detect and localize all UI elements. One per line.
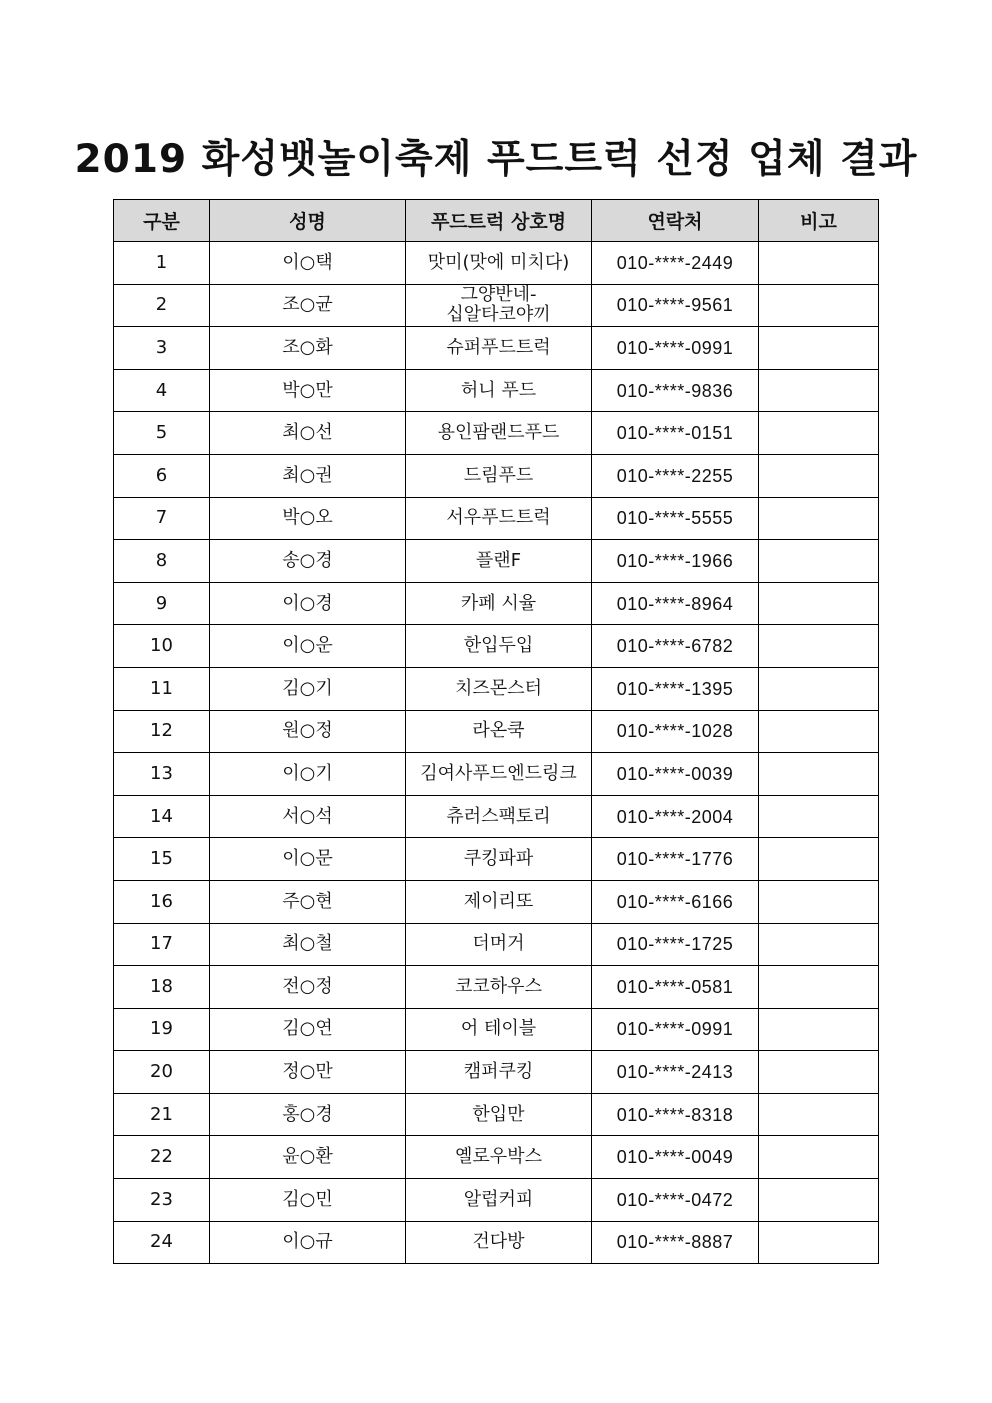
cell-contact: 010-****-1395 (592, 667, 759, 710)
cell-note (759, 540, 879, 583)
cell-name: 조○화 (210, 327, 406, 370)
header-note: 비고 (759, 200, 879, 242)
cell-name: 홍○경 (210, 1093, 406, 1136)
cell-name: 최○선 (210, 412, 406, 455)
cell-number: 7 (114, 497, 210, 540)
header-shop-name: 푸드트럭 상호명 (406, 200, 592, 242)
cell-name: 전○정 (210, 966, 406, 1009)
cell-number: 14 (114, 795, 210, 838)
cell-number: 18 (114, 966, 210, 1009)
cell-shop-name: 김여사푸드엔드링크 (406, 753, 592, 796)
cell-note (759, 1179, 879, 1222)
cell-note (759, 454, 879, 497)
table-row (114, 327, 879, 370)
cell-number: 23 (114, 1179, 210, 1222)
cell-contact: 010-****-1028 (592, 710, 759, 753)
cell-shop-name: 한입두입 (406, 625, 592, 668)
cell-number: 1 (114, 242, 210, 285)
cell-contact: 010-****-6166 (592, 880, 759, 923)
table-row (114, 966, 879, 1009)
cell-shop-name: 치즈몬스터 (406, 667, 592, 710)
cell-contact: 010-****-1966 (592, 540, 759, 583)
cell-note (759, 1051, 879, 1094)
cell-number: 22 (114, 1136, 210, 1179)
cell-note (759, 1008, 879, 1051)
cell-number: 15 (114, 838, 210, 881)
cell-name: 이○운 (210, 625, 406, 668)
cell-name: 박○오 (210, 497, 406, 540)
cell-number: 13 (114, 753, 210, 796)
cell-number: 12 (114, 710, 210, 753)
cell-shop-name: 라온쿡 (406, 710, 592, 753)
page-title: 2019 화성뱃놀이축제 푸드트럭 선정 업체 결과 (74, 137, 918, 182)
table-row (114, 1136, 879, 1179)
cell-note (759, 284, 879, 327)
cell-number: 9 (114, 582, 210, 625)
cell-contact: 010-****-2413 (592, 1051, 759, 1094)
table-row (114, 497, 879, 540)
table-row (114, 1179, 879, 1222)
cell-note (759, 412, 879, 455)
cell-shop-name: 제이리또 (406, 880, 592, 923)
table-row (114, 753, 879, 796)
cell-note (759, 497, 879, 540)
cell-contact: 010-****-6782 (592, 625, 759, 668)
cell-name: 이○문 (210, 838, 406, 881)
cell-shop-name: 드림푸드 (406, 454, 592, 497)
table-row (114, 582, 879, 625)
table-row (114, 1008, 879, 1051)
cell-shop-name: 쿠킹파파 (406, 838, 592, 881)
table-row (114, 667, 879, 710)
cell-note (759, 582, 879, 625)
cell-shop-name: 맛미(맛에 미치다) (406, 242, 592, 285)
table-row (114, 1051, 879, 1094)
cell-shop-name: 플랜F (406, 540, 592, 583)
cell-contact: 010-****-0151 (592, 412, 759, 455)
cell-note (759, 327, 879, 370)
cell-shop-name: 옐로우박스 (406, 1136, 592, 1179)
cell-name: 원○정 (210, 710, 406, 753)
vendor-table (113, 199, 879, 1264)
table-row (114, 242, 879, 285)
cell-name: 최○철 (210, 923, 406, 966)
cell-shop-name: 카페 시율 (406, 582, 592, 625)
cell-contact: 010-****-8318 (592, 1093, 759, 1136)
table-row (114, 625, 879, 668)
table-row (114, 880, 879, 923)
cell-number: 5 (114, 412, 210, 455)
cell-number: 10 (114, 625, 210, 668)
cell-name: 주○현 (210, 880, 406, 923)
cell-name: 최○권 (210, 454, 406, 497)
table-row (114, 710, 879, 753)
cell-number: 4 (114, 369, 210, 412)
header-contact: 연락처 (592, 200, 759, 242)
table-row (114, 795, 879, 838)
cell-name: 조○균 (210, 284, 406, 327)
table-row (114, 454, 879, 497)
cell-shop-name: 허니 푸드 (406, 369, 592, 412)
cell-contact: 010-****-9561 (592, 284, 759, 327)
cell-note (759, 1136, 879, 1179)
header-number: 구분 (114, 200, 210, 242)
cell-note (759, 1221, 879, 1264)
cell-shop-name: 알럽커피 (406, 1179, 592, 1222)
table-row (114, 1093, 879, 1136)
table-header-row (114, 200, 879, 242)
cell-shop-name: 캠퍼쿠킹 (406, 1051, 592, 1094)
cell-contact: 010-****-0049 (592, 1136, 759, 1179)
cell-note (759, 1093, 879, 1136)
cell-note (759, 795, 879, 838)
cell-contact: 010-****-8964 (592, 582, 759, 625)
table-row (114, 412, 879, 455)
cell-note (759, 966, 879, 1009)
cell-contact: 010-****-2004 (592, 795, 759, 838)
cell-name: 서○석 (210, 795, 406, 838)
cell-number: 24 (114, 1221, 210, 1264)
cell-contact: 010-****-8887 (592, 1221, 759, 1264)
cell-contact: 010-****-0991 (592, 1008, 759, 1051)
cell-name: 송○경 (210, 540, 406, 583)
header-name: 성명 (210, 200, 406, 242)
cell-note (759, 625, 879, 668)
cell-name: 윤○환 (210, 1136, 406, 1179)
cell-shop-name: 서우푸드트럭 (406, 497, 592, 540)
cell-contact: 010-****-0039 (592, 753, 759, 796)
cell-note (759, 667, 879, 710)
cell-note (759, 753, 879, 796)
cell-number: 11 (114, 667, 210, 710)
cell-shop-name: 그양반네- 십알타코야끼 (406, 284, 592, 327)
cell-contact: 010-****-2255 (592, 454, 759, 497)
cell-name: 이○택 (210, 242, 406, 285)
cell-number: 3 (114, 327, 210, 370)
cell-name: 김○민 (210, 1179, 406, 1222)
cell-name: 이○기 (210, 753, 406, 796)
cell-name: 김○기 (210, 667, 406, 710)
cell-shop-name: 어 테이블 (406, 1008, 592, 1051)
table-row (114, 923, 879, 966)
cell-number: 20 (114, 1051, 210, 1094)
cell-name: 이○경 (210, 582, 406, 625)
cell-name: 김○연 (210, 1008, 406, 1051)
cell-note (759, 880, 879, 923)
cell-contact: 010-****-1776 (592, 838, 759, 881)
cell-shop-name: 슈퍼푸드트럭 (406, 327, 592, 370)
cell-number: 21 (114, 1093, 210, 1136)
cell-shop-name: 츄러스팩토리 (406, 795, 592, 838)
cell-note (759, 923, 879, 966)
cell-number: 2 (114, 284, 210, 327)
cell-number: 16 (114, 880, 210, 923)
cell-contact: 010-****-0581 (592, 966, 759, 1009)
cell-shop-name: 한입만 (406, 1093, 592, 1136)
cell-name: 정○만 (210, 1051, 406, 1094)
cell-contact: 010-****-1725 (592, 923, 759, 966)
cell-name: 이○규 (210, 1221, 406, 1264)
table-row (114, 838, 879, 881)
cell-contact: 010-****-9836 (592, 369, 759, 412)
cell-contact: 010-****-5555 (592, 497, 759, 540)
cell-note (759, 242, 879, 285)
table-row (114, 1221, 879, 1264)
cell-contact: 010-****-0991 (592, 327, 759, 370)
cell-note (759, 710, 879, 753)
cell-shop-name: 코코하우스 (406, 966, 592, 1009)
table-body (114, 242, 879, 1264)
cell-shop-name: 건다방 (406, 1221, 592, 1264)
table-row (114, 284, 879, 327)
cell-note (759, 838, 879, 881)
cell-contact: 010-****-0472 (592, 1179, 759, 1222)
cell-number: 19 (114, 1008, 210, 1051)
cell-contact: 010-****-2449 (592, 242, 759, 285)
cell-note (759, 369, 879, 412)
table-row (114, 369, 879, 412)
cell-shop-name: 용인팜랜드푸드 (406, 412, 592, 455)
cell-number: 6 (114, 454, 210, 497)
cell-number: 8 (114, 540, 210, 583)
cell-shop-name: 더머거 (406, 923, 592, 966)
cell-number: 17 (114, 923, 210, 966)
cell-name: 박○만 (210, 369, 406, 412)
table-row (114, 540, 879, 583)
